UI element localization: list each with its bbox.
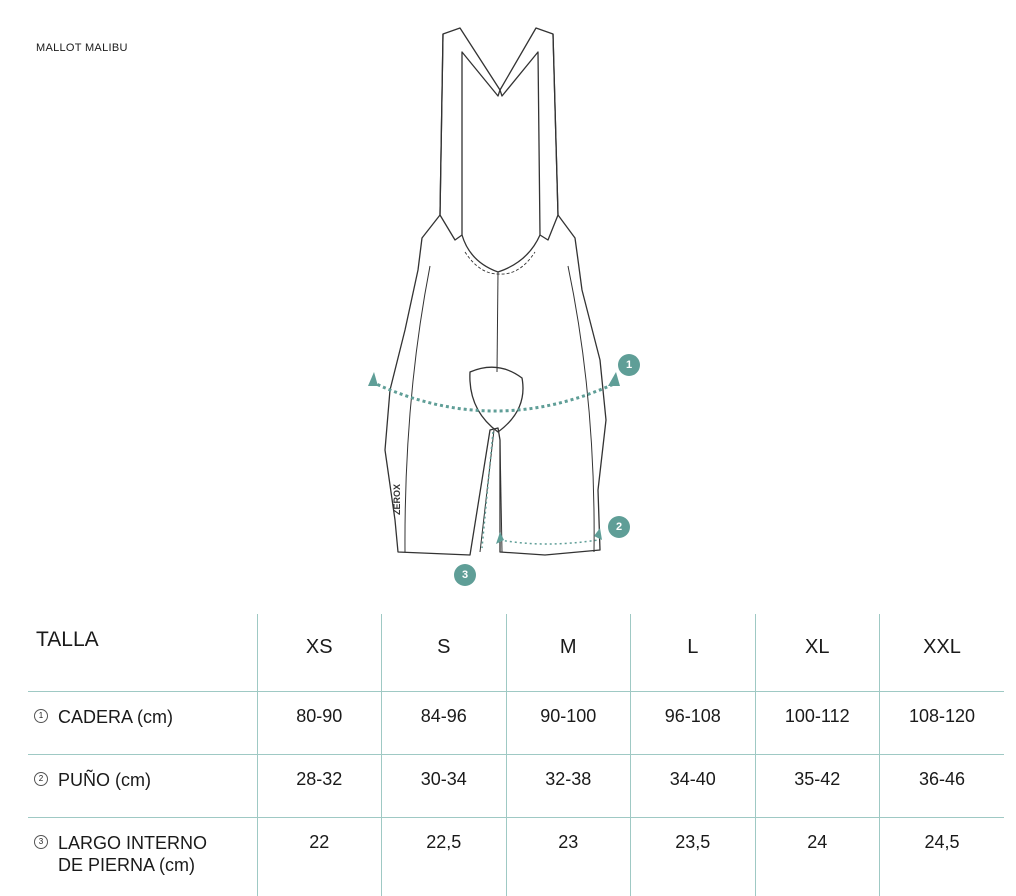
marker-2: 2	[608, 516, 630, 538]
table-cell: 90-100	[506, 692, 631, 755]
bib-panel	[462, 235, 540, 272]
table-cell: 30-34	[382, 755, 507, 818]
table-cell: 22	[257, 818, 382, 896]
table-row-largo	[28, 818, 1004, 896]
table-cell: 36-46	[880, 755, 1005, 818]
row-label-puno: 2 PUÑO (cm)	[28, 755, 257, 818]
table-row-puno	[28, 755, 1004, 818]
size-header-l: L	[631, 614, 756, 692]
number-circle-icon: 2	[34, 772, 48, 786]
brand-mark: ZEROX	[392, 484, 402, 515]
table-cell: 22,5	[382, 818, 507, 896]
table-cell: 108-120	[880, 692, 1005, 755]
size-header-s: S	[382, 614, 507, 692]
table-cell: 34-40	[631, 755, 756, 818]
shorts-outline	[385, 34, 606, 555]
table-cell: 80-90	[257, 692, 382, 755]
size-header-m: M	[506, 614, 631, 692]
table-cell: 32-38	[506, 755, 631, 818]
row-label-cadera: 1 CADERA (cm)	[28, 692, 257, 755]
table-cell: 84-96	[382, 692, 507, 755]
bib-shorts-illustration	[340, 16, 670, 596]
table-row-cadera	[28, 692, 1004, 755]
size-header-xxl: XXL	[880, 614, 1005, 692]
table-cell: 100-112	[755, 692, 880, 755]
row-label-largo: 3 LARGO INTERNO DE PIERNA (cm)	[28, 818, 257, 896]
marker-3: 3	[454, 564, 476, 586]
marker-1: 1	[618, 354, 640, 376]
size-header-row	[28, 614, 1004, 692]
table-cell: 96-108	[631, 692, 756, 755]
size-table	[28, 614, 1004, 896]
table-cell: 23,5	[631, 818, 756, 896]
right-strap	[500, 28, 558, 240]
number-circle-icon: 3	[34, 835, 48, 849]
size-header-xs: XS	[257, 614, 382, 692]
number-circle-icon: 1	[34, 709, 48, 723]
table-cell: 24,5	[880, 818, 1005, 896]
product-title: MALLOT MALIBU	[36, 42, 128, 54]
table-cell: 35-42	[755, 755, 880, 818]
table-cell: 24	[755, 818, 880, 896]
table-cell: 28-32	[257, 755, 382, 818]
left-strap	[440, 28, 500, 240]
size-header-xl: XL	[755, 614, 880, 692]
chamois-outline	[470, 367, 523, 432]
table-cell: 23	[506, 818, 631, 896]
size-header-label: TALLA	[28, 614, 257, 692]
